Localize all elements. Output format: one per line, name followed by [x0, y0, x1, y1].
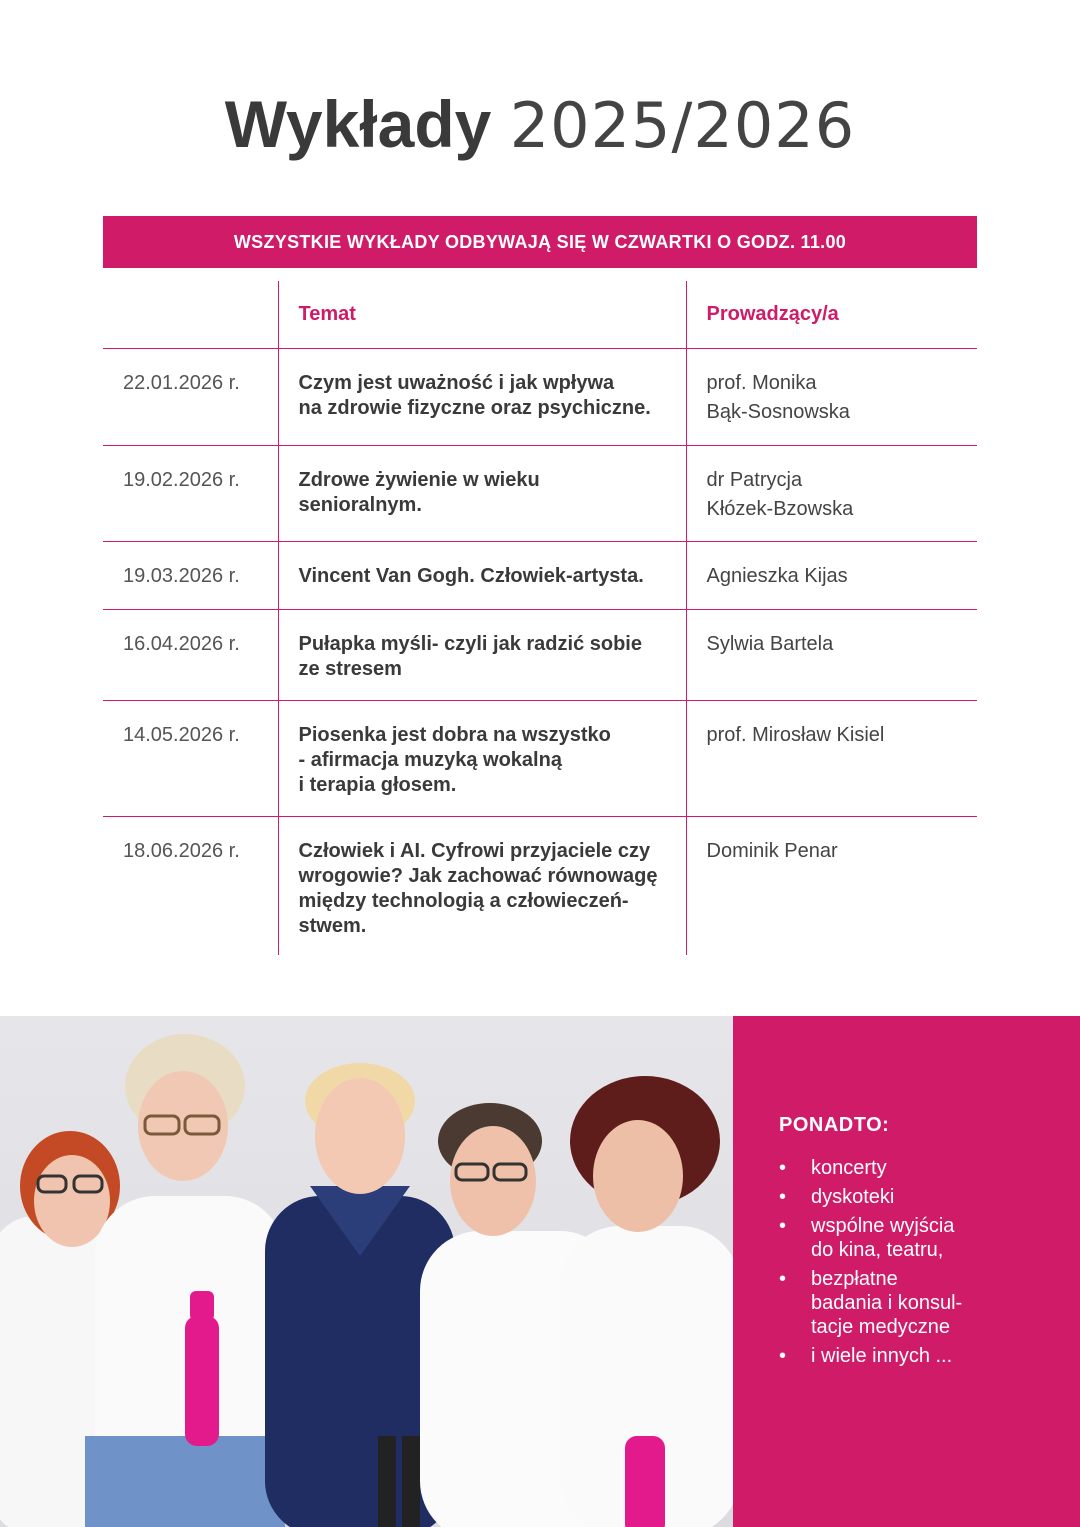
header-lecturer: Prowadzący/a: [686, 281, 977, 349]
lecture-topic: [278, 701, 686, 817]
extras-item: [779, 1185, 1039, 1209]
table-row: [103, 610, 977, 701]
lecture-topic: [278, 610, 686, 701]
person-5: [560, 1076, 733, 1527]
lecturer: [686, 446, 977, 542]
schedule-banner: WSZYSTKIE WYKŁADY ODBYWAJĄ SIĘ W CZWARTKI O GODZ. 11.00: [103, 216, 977, 268]
page-title: [0, 84, 1080, 166]
extras-panel: [733, 1016, 1080, 1527]
header-topic: Temat: [278, 281, 686, 349]
topic-line: Piosenka jest dobra na wszystko: [298, 724, 611, 746]
topic-line: Vincent Van Gogh. Człowiek-artysta.: [298, 565, 644, 587]
extras-item-line: tacje medyczne: [811, 1316, 950, 1338]
lecture-date: 14.05.2026 r.: [103, 701, 278, 817]
topic-line: wrogowie? Jak zachować równowagę: [298, 865, 658, 887]
topic-line: między technologią a człowieczeń-: [298, 890, 629, 912]
table-row: [103, 817, 977, 955]
table-header-row: [103, 281, 977, 349]
lecturer-line: Kłózek-Bzowska: [706, 498, 854, 520]
lecture-topic: [278, 542, 686, 610]
extras-list: [779, 1156, 1039, 1373]
lecturer-line: Sylwia Bartela: [706, 633, 834, 655]
extras-heading: PONADTO:: [779, 1114, 890, 1136]
topic-line: Czym jest uważność i jak wpływa: [298, 372, 615, 394]
topic-line: i terapia głosem.: [298, 774, 457, 796]
extras-item: [779, 1344, 1039, 1368]
extras-item: [779, 1156, 1039, 1180]
extras-item-line: badania i konsul-: [811, 1292, 963, 1314]
topic-line: - afirmacja muzyką wokalną: [298, 749, 562, 771]
lecture-topic: [278, 817, 686, 955]
topic-line: Człowiek i AI. Cyfrowi przyjaciele czy: [298, 840, 651, 862]
extras-item-line: do kina, teatru,: [811, 1239, 944, 1261]
lecture-date: 19.02.2026 r.: [103, 446, 278, 542]
lecturer: [686, 701, 977, 817]
lecturer: [686, 542, 977, 610]
title-years: 2025/2026: [509, 89, 856, 162]
lecture-date: 18.06.2026 r.: [103, 817, 278, 955]
lecturer: [686, 349, 977, 446]
header-date: [103, 281, 278, 349]
table-row: [103, 542, 977, 610]
extras-item: [779, 1267, 1039, 1339]
lecture-topic: [278, 446, 686, 542]
table-row: [103, 349, 977, 446]
lecturer: [686, 817, 977, 955]
topic-line: na zdrowie fizyczne oraz psychiczne.: [298, 397, 651, 419]
topic-line: stwem.: [298, 915, 367, 937]
extras-item-line: • bezpłatne: [811, 1268, 898, 1290]
lecturer-line: prof. Mirosław Kisiel: [706, 724, 885, 746]
lecturer-line: prof. Monika: [706, 372, 817, 394]
extras-item-line: • dyskoteki: [811, 1186, 895, 1208]
topic-line: Zdrowe żywienie w wieku: [298, 469, 540, 491]
title-bold: Wykłady: [224, 87, 492, 161]
lecturer-line: Dominik Penar: [706, 840, 838, 862]
person-2: [85, 1034, 285, 1527]
topic-line: ze stresem: [298, 658, 402, 680]
lecture-date: 19.03.2026 r.: [103, 542, 278, 610]
lecturer-line: dr Patrycja: [706, 469, 803, 491]
lecture-date: 22.01.2026 r.: [123, 372, 240, 394]
seniors-group-photo: [0, 1016, 733, 1527]
table-row: [103, 446, 977, 542]
extras-item-line: • wspólne wyjścia: [811, 1215, 955, 1237]
lecture-date: 16.04.2026 r.: [103, 610, 278, 701]
lecture-table: [103, 281, 977, 955]
extras-item: [779, 1214, 1039, 1262]
photo-illustration: [0, 1016, 733, 1527]
extras-item-line: • koncerty: [811, 1157, 887, 1179]
lecture-topic: [278, 349, 686, 446]
lecturer-line: Agnieszka Kijas: [706, 565, 848, 587]
topic-line: Pułapka myśli- czyli jak radzić sobie: [298, 633, 642, 655]
topic-line: senioralnym.: [298, 494, 422, 516]
table-row: [103, 701, 977, 817]
extras-item-line: • i wiele innych ...: [811, 1345, 953, 1367]
lecturer-line: Bąk-Sosnowska: [706, 401, 850, 423]
lecturer: [686, 610, 977, 701]
